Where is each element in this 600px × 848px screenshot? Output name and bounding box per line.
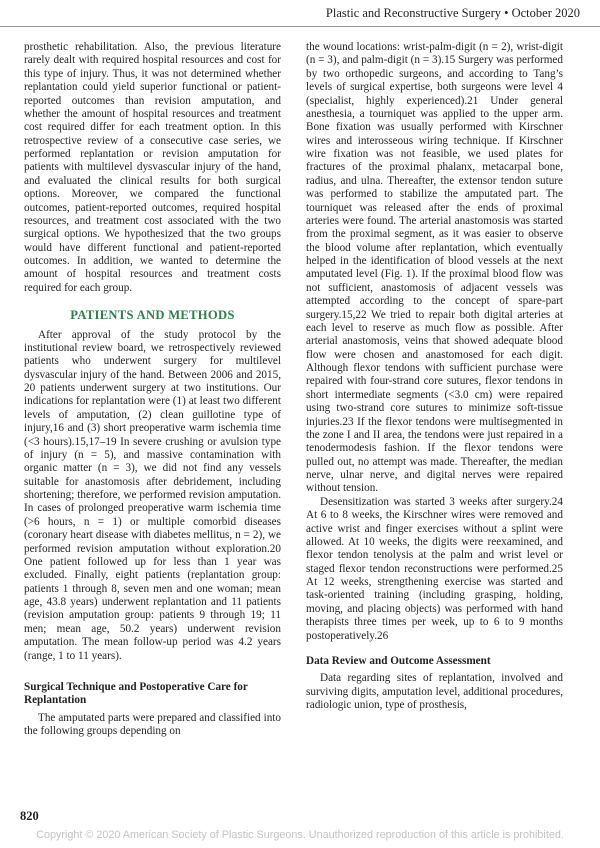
page-number: 820 <box>20 809 39 823</box>
section-heading-methods: PATIENTS AND METHODS <box>70 308 235 323</box>
running-header: Plastic and Reconstructive Surgery • October 2020 <box>325 6 580 20</box>
copyright-notice: Copyright © 2020 American Society of Plastic Surgeons. Unauthorized reproduction of this article is prohibited. <box>36 829 564 841</box>
data-review-paragraph: Data regarding sites of replantation, involved and surviving digits, amputation level, additional procedures, radiologic union, type of prosthesis, <box>306 672 563 712</box>
desensitization-paragraph: Desensitization was started 3 weeks after surgery.24 At 6 to 8 weeks, the Kirschner wires were removed and active wrist and finger exercises without a splint were allowed. At 10 weeks, the digits were reexamined, and flexor tendon tenolysis at the palm and wrist level or staged flexor tendon reconstructions were performed.25 At 12 weeks, strengthening exercise was started and task-oriented training (including grasping, holding, moving, and placing objects) was performed with hand therapists three times per week, up to 6 to 9 months postoperatively.26 <box>306 495 563 642</box>
header-rule <box>0 26 600 27</box>
surgical-paragraph: The amputated parts were prepared and classified into the following groups depending on <box>24 711 281 738</box>
subsection-heading-data-review: Data Review and Outcome Assessment <box>306 654 491 667</box>
intro-paragraph: prosthetic rehabilitation. Also, the previous literature rarely dealt with required hospital resources and cost for this type of injury. Thus, it was not determined whether replantation could yield superior functional or patient-reported outcomes than revision amputation, and whether the amount of hospital resources and treatment cost required differ for each treatment option. In this retrospective review of a consecutive case series, we performed replantation or revision amputation for patients with multilevel dysvascular injury of the hand, and evaluated the clinical results for both surgical options. Moreover, we compared the functional outcomes, patient-reported outcomes, required hospital resources, and treatment cost associated with the two surgical options. We hypothesized that the two groups would have different functional and patient-reported outcomes. In addition, we wanted to determine the amount of hospital resources and treatment costs required for each group. <box>24 41 281 294</box>
right-column <box>306 41 563 712</box>
left-column <box>24 41 281 738</box>
subsection-heading-surgical: Surgical Technique and Postoperative Care for Replantation <box>24 680 248 707</box>
methods-paragraph: After approval of the study protocol by the institutional review board, we retrospectively reviewed patients who underwent surgery for multilevel dysvascular injury of the hand. Between 2006 and 2015, 20 patients underwent surgery at two institutions. Our indications for replantation were (1) at least two different levels of amputation, (2) clean guillotine type of injury,16 and (3) short preoperative warm ischemia time (<3 hours).15,17–19 In severe crushing or avulsion type of injury (n = 5), and massive contamination with organic matter (n = 3), we did not find any vessels suitable for anastomosis after debridement, including shortening; therefore, we performed revision amputation. In cases of prolonged preoperative warm ischemia time (>6 hours, n = 1) or multiple comorbid diseases (coronary heart disease with diabetes mellitus, n = 2), we performed revision amputation without exploration.20 One patient followed up for less than 1 year was excluded. Finally, eight patients (replantation group: patients 1 through 8, seven men and one woman; mean age, 43.8 years) underwent replantation and 11 patients (revision amputation group: patients 9 through 19; 11 men; mean age, 50.2 years) underwent revision amputation. The mean follow-up period was 4.2 years (range, 1 to 11 years). <box>24 328 281 662</box>
locations-paragraph: the wound locations: wrist-palm-digit (n = 2), wrist-digit (n = 3), and palm-digit (n = 3).15 Surgery was performed by two orthopedic surgeons, and according to Tang’s levels of surgical expertise, both surgeons were level 4 (specialist, highly experienced).21 Under general anesthesia, a tourniquet was applied to the upper arm. Bone fixation was usually performed with Kirschner wires and interosseous wiring technique. If Kirschner wire fixation was not feasible, we used plates for fractures of the proximal phalanx, metacarpal bone, radius, and ulna. Thereafter, the extensor tendon suture was performed to stabilize the amputated part. The tourniquet was released after the ends of proximal arteries were found. The arterial anastomosis was started from the proximal segment, as it was easier to observe the blood volume after replantation, which eventually helped in the identification of blood vessels at the next amputated level (Fig. 1). If the proximal blood flow was not sufficient, anastomosis of adjacent vessels was attempted according to the concept of spare-part surgery.15,22 We tried to repair both digital arteries at each level to reserve as much flow as possible. After arterial anastomosis, veins that showed adequate blood flow were chosen and anastomosed for each digit. Although flexor tendons with sufficient purchase were repaired with four-strand core sutures, flexor tendons in short intermediate segments (<3.0 cm) were repaired using two-strand core sutures to minimize soft-tissue injuries.23 If the flexor tendons were multisegmented in the zone I and II area, the tendons were just repaired in a tenodermodesis fashion. If the flexor tendons were pulled out, no attempt was made. Thereafter, the median nerve, ulnar nerve, and digital nerves were repaired without tension. <box>306 41 563 495</box>
